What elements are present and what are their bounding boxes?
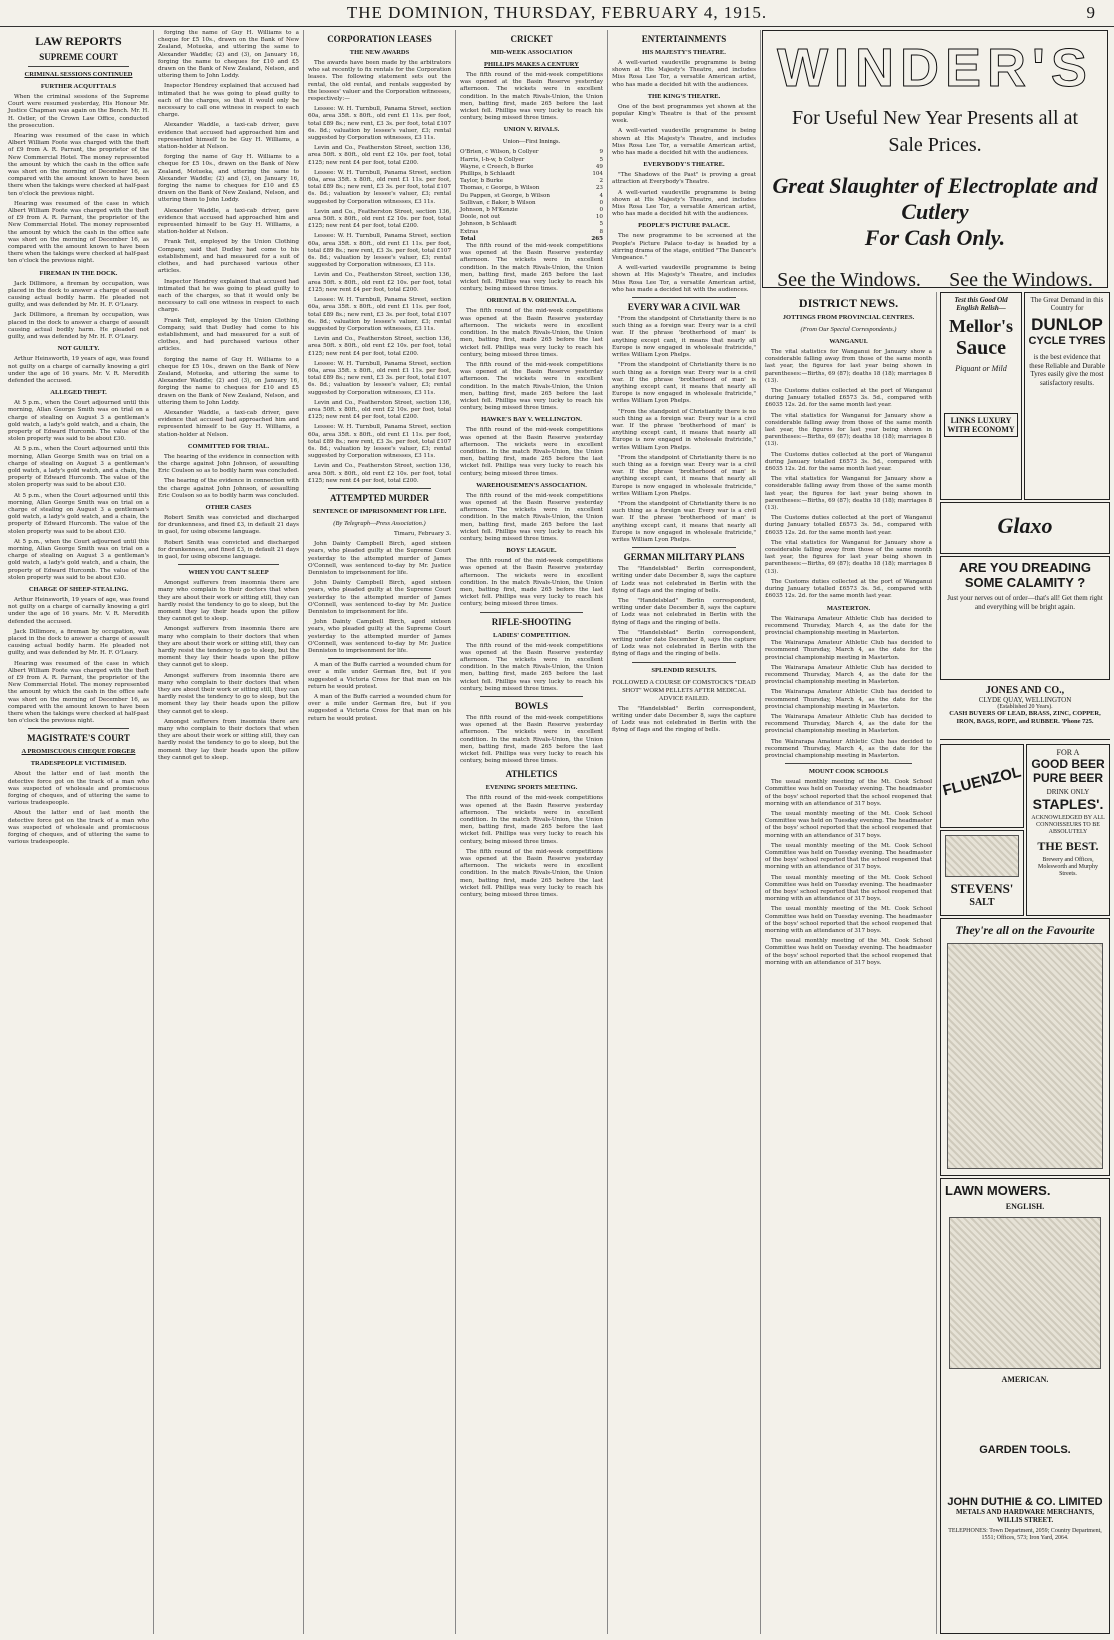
article-paragraph: A well-varied vaudeville programme is being shown at His Majesty's Theatre, and includes Miss Rosa Lee Tor, a versatile American artist, who has made a decided hit with the audiences. xyxy=(612,265,756,293)
heading-fireman: FIREMAN IN THE DOCK. xyxy=(39,269,118,277)
heading-new-awards: THE NEW AWARDS xyxy=(349,49,410,56)
ad-winders-slogan: For Cash Only. xyxy=(864,225,1006,250)
ad-garden-tools: GARDEN TOOLS. xyxy=(979,1444,1071,1456)
ad-beer-good: GOOD BEER xyxy=(1031,757,1105,771)
ad-duthie-name: JOHN DUTHIE & CO. LIMITED xyxy=(947,1496,1103,1508)
article-paragraph: Alexander Waddle, a taxi-cab driver, gave evidence that accused had approached him and represented himself to be Guy H. Williams, a station-holder at Nelson. xyxy=(158,409,299,438)
article-paragraph: At 5 p.m., when the Court adjourned until this morning, Allan George Smith was on trial on a charge of stealing on August 3 a gentleman's gold watch, a lady's gold watch, and a chain, the property of Edward Hurcomb. The value of the stolen property was said to be about £30. xyxy=(8,538,149,581)
heading-his-majestys: HIS MAJESTY'S THEATRE. xyxy=(642,49,726,56)
article-paragraph: The fifth round of the mid-week competitions was opened at the Basin Reserve yesterday afternoon. The wickets were in excellent condition. In the match Rivals-Union, the Union men, batting first, made 265 before the last wicket fell. Phillips was very lucky to reach his century, being missed three times. xyxy=(460,243,603,293)
table-row xyxy=(460,185,603,192)
table-row xyxy=(460,200,603,207)
article-paragraph: The usual monthly meeting of the Mt. Cook School Committee was held on Tuesday evening. The headmaster of the boys' school reported that the school reopened that morning with an attendance of 317 boys. xyxy=(765,779,932,807)
total-runs: 265 xyxy=(591,235,603,242)
article-paragraph: The Customs duties collected at the port of Wanganui during January totalled £6573 3s. 5d., compared with £6035 12s. 2d. for the same month last year. xyxy=(765,578,932,600)
batsman-name: O'Brien, c Wilson, b Collyer xyxy=(460,149,539,156)
batsman-name: Doole, not out xyxy=(460,214,501,221)
article-paragraph: The vital statistics for Wanganui for January show a considerable falling away from those of the same month last year, the figures for last year being shown in parentheses:—Births, 69 (87); deaths 18 (18); marriages 8 (13). xyxy=(765,539,932,575)
article-paragraph: The fifth round of the mid-week competitions was opened at the Basin Reserve yesterday afternoon. The wickets were in excellent condition. In the match Rivals-Union, the Union men, batting first, made 265 before the last wicket fell. Phillips was very lucky to reach his century, being missed three times. xyxy=(460,715,603,765)
ad-mellors-links: LINKS LUXURY WITH ECONOMY xyxy=(944,413,1018,437)
article-paragraph: "From the standpoint of Christianity there is no such thing as a foreign war. Every war is a civil war. If the phrase 'brotherhood of man' is anything except cant, it means that nearly all Europe is now engaged in wholesale fratricide," writes William Lyon Phelps. xyxy=(612,362,756,405)
heading-telegraph: (By Telegraph—Press Association.) xyxy=(333,519,426,527)
heading-midweek: MID-WEEK ASSOCIATION xyxy=(490,49,573,56)
ad-favourite-title: They're all on the Favourite xyxy=(955,923,1095,937)
heading-warehousemen: WAREHOUSEMEN'S ASSOCIATION. xyxy=(476,481,587,489)
masthead xyxy=(0,0,1114,27)
article-paragraph: Lessee: W. H. Turnbull, Panama Street, section 60a, area 35ft. x 80ft., old rent £1 11s. per foot, total £89 8s.; new rent, £3 3s. per foot, total £107 6s. 8d.; valuation by lessee's valuer, £3; rental suggested by Corporation witnesses, £3 11s. xyxy=(308,106,451,142)
ad-duthie-address: WILLIS STREET. xyxy=(996,1516,1054,1524)
divider xyxy=(480,696,583,697)
innings-table xyxy=(460,149,603,235)
article-paragraph: Lessee: W. H. Turnbull, Panama Street, section 60a, area 35ft. x 80ft., old rent £1 11s. per foot, total £89 8s.; new rent, £3 3s. per foot, total £107 6s. 8d.; valuation by lessee's valuer, £3; rental suggested by Corporation witnesses, £3 11s. xyxy=(308,360,451,396)
article-paragraph: Lessee: W. H. Turnbull, Panama Street, section 60a, area 35ft. x 80ft., old rent £1 11s. per foot, total £89 8s.; new rent, £3 3s. per foot, total £107 6s. 8d.; valuation by lessee's valuer, £3; rental suggested by Corporation witnesses, £3 11s. xyxy=(308,297,451,332)
table-row xyxy=(460,229,603,236)
heading-phillips-century: PHILLIPS MAKES A CENTURY xyxy=(484,61,579,68)
article-paragraph: "From the standpoint of Christianity there is no such thing as a foreign war. Every war is a civil war. If the phrase 'brotherhood of man' is anything except cant, it means that nearly all Europe is now engaged in wholesale fratricide," writes William Lyon Phelps. xyxy=(612,316,756,359)
ad-stevens-salt-label: SALT xyxy=(969,897,995,908)
ad-glaxo-name: Glaxo xyxy=(997,513,1053,538)
heading-entertainments: ENTERTAINMENTS xyxy=(641,34,727,44)
article-paragraph: Robert Smith was convicted and discharged for drunkenness, and fined £3, in default 21 days in gaol, for using obscene language. xyxy=(158,539,299,560)
article-paragraph: The vital statistics for Wanganui for January show a considerable falling away from those of the same month last year, the figures for last year being shown in parentheses:—Births, 69 (87); deaths 18 (18); marriages 8 (13). xyxy=(765,476,932,512)
masthead-title: THE DOMINION, THURSDAY, FEBRUARY 4, 1915. xyxy=(346,3,768,22)
column-law-reports xyxy=(4,30,154,1634)
article-paragraph: Levin and Co., Featherston Street, section 136, area 50ft. x 80ft., old rent £2 10s. per foot, total £125; new rent £4 per foot, total £200. xyxy=(308,399,451,421)
batsman-runs: 5 xyxy=(599,156,603,163)
heading-other-cases: OTHER CASES xyxy=(205,503,252,511)
article-paragraph: The usual monthly meeting of the Mt. Cook School Committee was held on Tuesday evening. The headmaster of the boys' school reported that the school reopened that morning with an attendance of 317 boys. xyxy=(765,810,932,839)
article-paragraph: The "Handelsblad" Berlin correspondent, writing under date December 8, says the capture of Lodz was not celebrated in Berlin with the flying of flags and the ringing of bells. xyxy=(612,629,756,658)
article-paragraph: The fifth round of the mid-week competitions was opened at the Basin Reserve yesterday afternoon. The wickets were in excellent condition. In the match Rivals-Union, the Union men, batting first, made 265 before the last wicket fell. Phillips was very lucky to reach his century, being missed three times. xyxy=(460,848,603,899)
ad-beer-drink: DRINK ONLY xyxy=(1046,788,1090,796)
heading-corporation-leases: CORPORATION LEASES xyxy=(327,34,432,44)
ad-mellors-tagline: Test this Good Old English Relish— xyxy=(954,296,1008,312)
article-paragraph: Amongst sufferers from insomnia there are many who complain to their doctors that when they are about their work or sitting still, they can hardly resist the tendency to go to sleep, but the moment they lay their heads upon the pillow they cannot get to sleep. xyxy=(158,626,299,669)
ad-winders-see-right: See the Windows. xyxy=(949,269,1093,288)
article-paragraph: John Dainty Campbell Birch, aged sixteen years, who pleaded guilty at the Supreme Court yesterday to the attempted murder of James O'Connell, was sentenced to-day by Mr. Justice Denniston to imprisonment for life. xyxy=(308,619,451,655)
ad-calamity xyxy=(940,556,1110,680)
ad-jones-address: CLYDE QUAY, WELLINGTON xyxy=(978,696,1072,704)
article-paragraph: The fifth round of the mid-week competitions was opened at the Basin Reserve yesterday afternoon. The wickets were in excellent condition. In the match Rivals-Union, the Union men, batting first, made 265 before the last wicket fell. Phillips was very lucky to reach his century, being missed three times. xyxy=(460,795,603,845)
article-paragraph: The fifth round of the mid-week competitions was opened at the Basin Reserve yesterday afternoon. The wickets were in excellent condition. In the match Rivals-Union, the Union men, batting first, made 265 before the last wicket fell. Phillips was very lucky to reach his century, being missed three times. xyxy=(460,558,603,608)
heading-comstock: FOLLOWED A COURSE OF COMSTOCK'S "DEAD SHOT" WORM PELLETS AFTER MEDICAL ADVICE FAILED. xyxy=(612,678,756,702)
heading-innings: Union—First Innings. xyxy=(502,138,561,146)
ad-dunlop xyxy=(1024,292,1110,500)
divider xyxy=(632,662,736,663)
heading-splendid-results: SPLENDID RESULTS. xyxy=(651,666,717,674)
ad-calamity-heading: ARE YOU DREADING SOME CALAMITY ? xyxy=(959,560,1091,590)
article-paragraph: Alexander Waddle, a taxi-cab driver, gave evidence that accused had approached him and represented himself to be Guy H. Williams, a station-holder at Nelson. xyxy=(158,207,299,236)
article-paragraph: Amongst sufferers from insomnia there are many who complain to their doctors that when they are about their work or sitting still, they can hardly resist the tendency to go to sleep, but the moment they lay their heads upon the pillow they cannot get to sleep. xyxy=(158,718,299,761)
article-paragraph: forging the name of Guy H. Williams to a cheque for £5 10s., drawn on the Bank of New Zealand, Motueka, and uttering the same to Alexander Waddle; (2) and (3), on January 16, forging the name to cheques for £10 and £5 drawn on the Bank of New Zealand, Nelson, and uttering them to John Loddy. xyxy=(158,356,299,406)
table-row xyxy=(460,207,603,214)
article-paragraph: "From the standpoint of Christianity there is no such thing as a foreign war. Every war is a civil war. If the phrase 'brotherhood of man' is anything except cant, it means that nearly all Europe is now engaged in wholesale fratricide," writes William Lyon Phelps. xyxy=(612,454,756,497)
ad-winders-line: For Useful New Year Presents all at xyxy=(791,107,1079,129)
divider xyxy=(28,728,129,729)
article-paragraph: John Dainty Campbell Birch, aged sixteen years, who pleaded guilty at the Supreme Court yesterday to the attempted murder of James O'Connell, was sentenced to-day by Mr. Justice Denniston to imprisonment for life. xyxy=(308,541,451,576)
article-paragraph: The fifth round of the mid-week competitions was opened at the Basin Reserve yesterday afternoon. The wickets were in excellent condition. In the match Rivals-Union, the Union men, batting first, made 265 before the last wicket fell. Phillips was very lucky to reach his century, being missed three times. xyxy=(460,72,603,122)
article-paragraph: Jack Dillimore, a fireman by occupation, was placed in the dock to answer a charge of assault causing actual bodily harm. He pleaded not guilty, and was defended by Mr. H. F. O'Leary. xyxy=(8,280,149,309)
article-paragraph: The Wairarapa Amateur Athletic Club has decided to recommend Thursday, March 4, as the date for the provincial championship meeting in Masterton. xyxy=(765,615,932,636)
total-label: Total xyxy=(460,235,476,242)
batsman-name: Taylor, b Burke xyxy=(460,178,504,185)
batsman-runs: 23 xyxy=(595,185,603,192)
article-paragraph: The usual monthly meeting of the Mt. Cook School Committee was held on Tuesday evening. The headmaster of the boys' school reported that the school reopened that morning with an attendance of 317 boys. xyxy=(765,842,932,871)
table-row xyxy=(460,236,603,243)
divider xyxy=(632,297,736,298)
article-paragraph: Levin and Co., Featherston Street, section 136, area 50ft. x 80ft., old rent £2 10s. per foot, total £125; new rent £4 per foot, total £200. xyxy=(308,208,451,230)
article-paragraph: Levin and Co., Featherston Street, section 136, area 50ft. x 80ft., old rent £2 10s. per foot, total £125; new rent £4 per foot, total £200. xyxy=(308,463,451,484)
table-row xyxy=(460,149,603,156)
batsman-name: Johnson, b Schlaadt xyxy=(460,221,517,228)
heading-rifle-shooting: RIFLE-SHOOTING xyxy=(491,616,572,627)
article-paragraph: The fifth round of the mid-week competitions was opened at the Basin Reserve yesterday afternoon. The wickets were in excellent condition. In the match Rivals-Union, the Union men, batting first, made 265 before the last wicket fell. Phillips was very lucky to reach his century, being missed three times. xyxy=(460,308,603,358)
ad-mellors xyxy=(940,292,1022,500)
article-paragraph: Arthur Heinsworth, 19 years of age, was found not guilty on a charge of carnally knowing a girl under the age of 16 years. Mr. V. R. Meredith defended the accused. xyxy=(8,356,149,384)
heading-union-rivals: UNION V. RIVALS. xyxy=(503,126,560,134)
heading-boys-league: BOYS' LEAGUE. xyxy=(506,547,557,555)
batsman-runs: 2 xyxy=(599,178,603,185)
heading-district-news: DISTRICT NEWS. xyxy=(798,296,899,310)
article-paragraph: The Wairarapa Amateur Athletic Club has decided to recommend Thursday, March 4, as the date for the provincial championship meeting in Masterton. xyxy=(765,713,932,735)
article-paragraph: Amongst sufferers from insomnia there are many who complain to their doctors that when they are about their work or sitting still, they can hardly resist the tendency to go to sleep, but the moment they lay their heads upon the pillow they cannot get to sleep. xyxy=(158,672,299,715)
ad-winders-see-left: See the Windows. xyxy=(777,269,921,288)
batsman-name: Harris, l-b-w, b Collyer xyxy=(460,156,525,163)
ad-glaxo xyxy=(940,502,1110,554)
batsman-runs: 10 xyxy=(595,214,603,221)
article-paragraph: At 5 p.m., when the Court adjourned until this morning, Allan George Smith was on trial on a charge of stealing on August 3 a gentleman's gold watch, a lady's gold watch, and a chain, the property of Edward Hurcomb. The value of the stolen property was said to be about £30. xyxy=(8,446,149,489)
divider xyxy=(480,612,583,613)
batsman-runs: 104 xyxy=(592,171,603,178)
article-paragraph: The Customs duties collected at the port of Wanganui during January totalled £6573 3s. 5d., compared with £6035 12s. 2d. for the same month last year. xyxy=(765,451,932,473)
article-paragraph: The fifth round of the mid-week competitions was opened at the Basin Reserve yesterday afternoon. The wickets were in excellent condition. In the match Rivals-Union, the Union men, batting first, made 265 before the last wicket fell. Phillips was very lucky to reach his century, being missed three times. xyxy=(460,492,603,542)
ad-beer-ack: ACKNOWLEDGED BY ALL CONNOISSEURS TO BE ABSOLUTELY xyxy=(1031,815,1105,835)
article-paragraph: The usual monthly meeting of the Mt. Cook School Committee was held on Tuesday evening. The headmaster of the boys' school reported that the school reopened that morning with an attendance of 317 boys. xyxy=(765,906,932,935)
batsman-runs: 9 xyxy=(599,149,603,156)
heading-law-reports: LAW REPORTS xyxy=(35,34,122,48)
ad-beer-best: THE BEST. xyxy=(1037,839,1099,853)
ad-calamity-body: Just your nerves out of order—that's all! Get them right and everything will be bright again. xyxy=(947,594,1103,611)
table-row xyxy=(460,164,603,171)
article-paragraph: Levin and Co., Featherston Street, section 136, area 50ft. x 80ft., old rent £2 10s. per foot, total £125; new rent £4 per foot, total £200. xyxy=(308,145,451,166)
heading-sentence: SENTENCE OF IMPRISONMENT FOR LIFE. xyxy=(312,507,447,515)
article-paragraph: About the latter end of last month the detective force got on the track of a man who was suspected of wholesale and promiscuous forging of cheques, and of uttering the same to various tradespeople. xyxy=(8,810,149,846)
article-paragraph: A well-varied vaudeville programme is being shown at His Majesty's Theatre, and includes Miss Rosa Lee Tor, a versatile American artist, who has made a decided hit with the audiences. xyxy=(612,60,756,88)
divider xyxy=(178,564,279,565)
heading-bowls: BOWLS xyxy=(514,701,548,712)
heading-every-war: EVERY WAR A CIVIL WAR xyxy=(627,302,741,313)
heading-cricket: CRICKET xyxy=(510,34,553,44)
column-cricket xyxy=(456,30,608,1634)
article-paragraph: Lessee: W. H. Turnbull, Panama Street, section 60a, area 35ft. x 80ft., old rent £1 11s. per foot, total £89 8s.; new rent, £3 3s. per foot, total £107 6s. 8d.; valuation by lessee's valuer, £3; rental suggested by Corporation witnesses, £3 11s. xyxy=(308,233,451,269)
table-row xyxy=(460,193,603,200)
article-paragraph: Jack Dillimore, a fireman by occupation, was placed in the dock to answer a charge of assault causing actual bodily harm. He pleaded not guilty, and was defended by Mr. H. F. O'Leary. xyxy=(8,628,149,657)
article-paragraph: Inspector Hendrey explained that accused had intimated that he was going to plead guilty to each of the charges, so that it would only be necessary to call one witness in respect to each charge. xyxy=(158,278,299,314)
article-paragraph: A man of the Buffs carried a wounded chum for over a mile under German fire, but if you suggested a Victoria Cross for that man on his return he would protest. xyxy=(308,694,451,722)
batsman-runs: 5 xyxy=(599,221,603,228)
batsman-name: Extras xyxy=(460,228,479,235)
article-paragraph: At 5 p.m., when the Court adjourned until this morning, Allan George Smith was on trial on a charge of stealing on August 3 a gentleman's gold watch, a lady's gold watch, and a chain, the property of Edward Hurcomb. The value of the stolen property was said to be about £30. xyxy=(8,400,149,443)
article-paragraph: John Dainty Campbell Birch, aged sixteen years, who pleaded guilty at the Supreme Court yesterday to the attempted murder of James O'Connell, was sentenced to-day by Mr. Justice Denniston to imprisonment for life. xyxy=(308,580,451,615)
article-paragraph: The usual monthly meeting of the Mt. Cook School Committee was held on Tuesday evening. The headmaster of the boys' school reported that the school reopened that morning with an attendance of 317 boys. xyxy=(765,938,932,966)
article-paragraph: The vital statistics for Wanganui for January show a considerable falling away from those of the same month last year, the figures for last year being shown in parentheses:—Births, 69 (87); deaths 18 (18); marriages 8 (13). xyxy=(765,349,932,384)
batsman-name: Thomas, c George, b Wilson xyxy=(460,185,540,192)
article-paragraph: About the latter end of last month the detective force got on the track of a man who was suspected of wholesale and promiscuous forging of cheques, and of uttering the same to various tradespeople. xyxy=(8,771,149,807)
heading-wanganui: WANGANUI. xyxy=(829,338,868,345)
article-paragraph: Hearing was resumed of the case in which Albert William Foote was charged with the theft of £9 from A. R. Parrant, the proprietor of the New Commercial Hotel. The money represented the amount by which the cash in the office safe was short on the morning of December 16, as compared with the amount known to have been there when the takings were checked at half-past ten o'clock the previous night. xyxy=(8,660,149,725)
heading-committed: COMMITTED FOR TRIAL. xyxy=(187,442,270,450)
heading-oriental: ORIENTAL B V. ORIENTAL A. xyxy=(486,297,577,305)
heading-not-guilty: NOT GUILTY. xyxy=(57,345,100,353)
article-paragraph: The awards have been made by the arbitrators who sat recently to fix rentals for the Corporation leases. The following statement sets out the rental, the old rental, and rentals suggested by the lessees' valuer and the Corporation witnesses, respectively:— xyxy=(308,60,451,103)
ad-fluenzol-name: FLUENZOL xyxy=(941,763,1023,800)
article-paragraph: The Customs duties collected at the port of Wanganui during January totalled £6573 3s. 5d., compared with £6035 12s. 2d. for the same month last year. xyxy=(765,515,932,536)
table-row xyxy=(460,157,603,164)
column-district-news xyxy=(761,292,937,1634)
batsman-name: Johnson, b M'Kenzie xyxy=(460,207,518,214)
ad-dunlop-tyres: CYCLE TYRES xyxy=(1028,335,1106,347)
dateline: Timaru, February 3. xyxy=(393,530,451,537)
table-row xyxy=(460,178,603,185)
article-paragraph: A well-varied vaudeville programme is being shown at His Majesty's Theatre, and includes Miss Rosa Lee Tor, a versatile American artist, who has made a decided hit with the audiences. xyxy=(612,189,756,218)
batsman-name: Du Pappen, st George, b Wilson xyxy=(460,192,550,199)
ad-winders-slogan: Great Slaughter of Electroplate and Cutlery xyxy=(772,173,1098,224)
divider xyxy=(632,547,736,548)
divider xyxy=(328,488,431,489)
mower-illustration xyxy=(949,1217,1101,1369)
article-paragraph: Levin and Co., Featherston Street, section 136, area 50ft. x 80ft., old rent £2 10s. per foot, total £125; new rent £4 per foot, total £200. xyxy=(308,336,451,357)
heading-german-plans: GERMAN MILITARY PLANS xyxy=(623,552,745,563)
column-entertainments xyxy=(608,30,761,1634)
heading-ladies-competition: LADIES' COMPETITION. xyxy=(493,631,570,639)
ad-winders-see xyxy=(763,269,1107,288)
article-paragraph: Frank Teit, employed by the Union Clothing Company, said that Dudley had come to his establishment, and had measured for a suit of clothes, and had purchased various other articles. xyxy=(158,317,299,353)
salt-illustration xyxy=(945,835,1019,877)
ad-stevens-name: STEVENS' xyxy=(950,881,1014,896)
article-paragraph: forging the name of Guy H. Williams to a cheque for £5 10s., drawn on the Bank of New Zealand, Motueka, and uttering the same to Alexander Waddle; (2) and (3), on January 16, forging the name to cheques for £10 and £5 drawn on the Bank of New Zealand, Nelson, and uttering them to John Loddy. xyxy=(158,30,299,80)
favourite-illustration xyxy=(947,943,1103,1169)
article-paragraph: "From the standpoint of Christianity there is no such thing as a foreign war. Every war is a civil war. If the phrase 'brotherhood of man' is anything except cant, it means that nearly all Europe is now engaged in wholesale fratricide," writes William Lyon Phelps. xyxy=(612,408,756,451)
article-paragraph: The "Handelsblad" Berlin correspondent, writing under date December 8, says the capture of Lodz was not celebrated in Berlin with the flying of flags and the ringing of bells. xyxy=(612,597,756,626)
article-paragraph: The vital statistics for Wanganui for January show a considerable falling away from those of the same month last year, the figures for last year being shown in parentheses:—Births, 69 (87); deaths 18 (18); marriages 8 (13). xyxy=(765,412,932,448)
divider xyxy=(785,763,912,764)
article-paragraph: The Wairarapa Amateur Athletic Club has decided to recommend Thursday, March 4, as the date for the provincial championship meeting in Masterton. xyxy=(765,738,932,759)
heading-alleged-theft: ALLEGED THEFT. xyxy=(50,389,107,397)
table-row xyxy=(460,171,603,178)
ad-dunlop-name: DUNLOP xyxy=(1031,315,1103,334)
article-paragraph: Hearing was resumed of the case in which Albert William Foote was charged with the theft of £9 from A. R. Parrant, the proprietor of the New Commercial Hotel. The money represented the amount by which the cash in the office safe was short on the morning of December 16, as compared with the amount known to have been there when the takings were checked at half-past ten o'clock the previous night. xyxy=(8,133,149,197)
article-paragraph: The hearing of the evidence in connection with the charge against John Johnson, of assaulting Eric Coulson so as to bodily harm was concluded. xyxy=(158,453,299,475)
ad-beer-pure: PURE BEER xyxy=(1032,771,1103,785)
heading-kings-theatre: THE KING'S THEATRE. xyxy=(647,92,721,100)
heading-further-acquittals: FURTHER ACQUITTALS xyxy=(40,83,117,90)
heading-magistrates-court: MAGISTRATE'S COURT xyxy=(27,733,130,744)
article-paragraph: The new programme to be screened at the People's Picture Palace to-day is headed by a stirring drama of the stage, entitled "The Dancer's Vengeance." xyxy=(612,233,756,262)
ad-beer-address: Brewery and Offices, Molesworth and Murphy Streets. xyxy=(1038,857,1098,877)
page-number: 9 xyxy=(1086,3,1096,22)
article-paragraph: "The Shadows of the Past" is proving a great attraction at Everybody's Theatre. xyxy=(612,172,756,186)
ad-mowers-heading: LAWN MOWERS. xyxy=(945,1183,1051,1198)
batsman-runs: 0 xyxy=(599,207,603,214)
heading-athletics: ATHLETICS xyxy=(505,769,558,780)
article-paragraph: The usual monthly meeting of the Mt. Cook School Committee was held on Tuesday evening. The headmaster of the boys' school reported that the school reopened that morning with an attendance of 317 boys. xyxy=(765,874,932,903)
batsman-runs: 4 xyxy=(599,192,603,199)
ad-mellors-sauce: Sauce xyxy=(956,337,1006,359)
ad-winders xyxy=(762,30,1108,288)
column-court-continued xyxy=(154,30,304,1634)
ad-mowers-american: AMERICAN. xyxy=(1001,1375,1049,1384)
ad-winders-line: Sale Prices. xyxy=(888,134,982,156)
ad-stevens-salt xyxy=(940,830,1024,916)
article-paragraph: forging the name of Guy H. Williams to a cheque for £5 10s., drawn on the Bank of New Zealand, Motueka, and uttering the same to Alexander Waddle; (2) and (3), on January 16, forging the name to cheques for £10 and £5 drawn on the Bank of New Zealand, Nelson, and uttering them to John Loddy. xyxy=(158,154,299,204)
heading-supreme-court: SUPREME COURT xyxy=(39,52,118,62)
article-paragraph: Lessee: W. H. Turnbull, Panama Street, section 60a, area 35ft. x 80ft., old rent £1 11s. per foot, total £89 8s.; new rent, £3 3s. per foot, total £107 6s. 8d.; valuation by lessee's valuer, £3; rental suggested by Corporation witnesses, £3 11s. xyxy=(308,424,451,460)
heading-jottings: JOTTINGS FROM PROVINCIAL CENTRES. xyxy=(782,314,915,321)
heading-evening-sports: EVENING SPORTS MEETING. xyxy=(485,784,578,792)
ad-beer-staples: STAPLES'. xyxy=(1032,796,1104,812)
article-paragraph: "From the standpoint of Christianity there is no such thing as a foreign war. Every war is a civil war. If the phrase 'brotherhood of man' is anything except cant, it means that nearly all Europe is now engaged in wholesale fratricide," writes William Lyon Phelps. xyxy=(612,500,756,543)
divider xyxy=(28,66,129,67)
table-row xyxy=(460,221,603,228)
ad-winders-name: WINDER'S xyxy=(777,38,1093,98)
batsman-runs: 0 xyxy=(599,199,603,206)
ad-dunlop-body: is the best evidence that these Reliable and Durable Tyres easily give the most satisfactory results. xyxy=(1029,353,1105,387)
batsman-name: Wayne, c Creech, b Burke xyxy=(460,163,534,170)
ad-favourite xyxy=(940,918,1110,1176)
ad-beer-for: FOR A xyxy=(1056,748,1080,757)
article-paragraph: The fifth round of the mid-week competitions was opened at the Basin Reserve yesterday afternoon. The wickets were in excellent condition. In the match Rivals-Union, the Union men, batting first, made 265 before the last wicket fell. Phillips was very lucky to reach his century, being missed three times. xyxy=(460,361,603,412)
heading-peoples-picture: PEOPLE'S PICTURE PALACE. xyxy=(638,222,730,230)
ad-jones xyxy=(940,682,1110,740)
ad-lawn-mowers xyxy=(940,1178,1110,1634)
article-paragraph: The fifth round of the mid-week competitions was opened at the Basin Reserve yesterday afternoon. The wickets were in excellent condition. In the match Rivals-Union, the Union men, batting first, made 265 before the last wicket fell. Phillips was very lucky to reach his century, being missed three times. xyxy=(460,427,603,477)
batsman-runs: 49 xyxy=(595,163,603,170)
article-paragraph: A man of the Buffs carried a wounded chum for over a mile under German fire, but if you suggested a Victoria Cross for that man on his return he would protest. xyxy=(308,662,451,690)
article-paragraph: Hearing was resumed of the case in which Albert William Foote was charged with the theft of £9 from A. R. Parrant, the proprietor of the New Commercial Hotel. The money represented the amount by which the cash in the office safe was short on the morning of December 16, as compared with the amount known to have been there when the takings were checked at half-past ten o'clock the previous night. xyxy=(8,200,149,265)
article-paragraph: Robert Smith was convicted and discharged for drunkenness, and fined £3, in default 21 days in gaol, for using obscene language. xyxy=(158,514,299,536)
article-paragraph: The hearing of the evidence in connection with the charge against John Johnson, of assaulting Eric Coulson so as to bodily harm was concluded. xyxy=(158,478,299,499)
heading-everybodys: EVERYBODY'S THEATRE. xyxy=(643,161,725,169)
batsman-name: Phillips, b Schlaadt xyxy=(460,171,515,178)
ad-jones-established: (Established 20 Years). xyxy=(997,704,1053,710)
ad-jones-body: CASH BUYERS OF LEAD, BRASS, ZINC, COPPER, IRON, BAGS, ROPE, and RUBBER. 'Phone 725. xyxy=(949,710,1101,725)
ad-fluenzol xyxy=(940,744,1024,828)
heading-masterton: MASTERTON. xyxy=(826,604,871,612)
batsman-name: Sullivan, c Baker, b Wilson xyxy=(460,199,536,206)
heading-correspondents: (From Our Special Correspondents.) xyxy=(800,326,897,333)
article-paragraph: Amongst sufferers from insomnia there are many who complain to their doctors that when they are about their work or sitting still, they can hardly resist the tendency to go to sleep, but the moment they lay their heads upon the pillow they cannot get to sleep. xyxy=(158,580,299,623)
article-paragraph: The Customs duties collected at the port of Wanganui during January totalled £6573 3s. 5d., compared with £6035 12s. 2d. for the same month last year. xyxy=(765,388,932,409)
article-paragraph: When the criminal sessions of the Supreme Court were resumed yesterday, His Honour Mr. Justice Chapman was again on the Bench. Mr. H. H. Ostler, of the Crown Law Office, conducted the prosecution. xyxy=(8,94,149,129)
heading-criminal-sessions: CRIMINAL SESSIONS CONTINUED xyxy=(24,71,133,78)
heading-mount-cook: MOUNT COOK SCHOOLS xyxy=(808,768,889,776)
article-paragraph: Arthur Heinsworth, 19 years of age, was found not guilty on a charge of carnally knowing a girl under the age of 16 years. Mr. V. R. Meredith defended the accused. xyxy=(8,596,149,625)
ad-staples-beer xyxy=(1026,744,1110,916)
article-paragraph: Jack Dillimore, a fireman by occupation, was placed in the dock to answer a charge of assault causing actual bodily harm. He pleaded not guilty, and was defended by Mr. H. F. O'Leary. xyxy=(8,312,149,341)
article-paragraph: The Wairarapa Amateur Athletic Club has decided to recommend Thursday, March 4, as the date for the provincial championship meeting in Masterton. xyxy=(765,640,932,661)
ad-dunlop-tagline: The Great Demand in this Country for xyxy=(1030,296,1104,312)
article-paragraph: Lessee: W. H. Turnbull, Panama Street, section 60a, area 35ft. x 80ft., old rent £1 11s. per foot, total £89 8s.; new rent, £3 3s. per foot, total £107 6s. 8d.; valuation by lessee's valuer, £3; rental suggested by Corporation witnesses, £3 11s. xyxy=(308,169,451,205)
ad-duthie-telephones: TELEPHONES: Town Department, 2059; Country Department, 1551; Offices, 573; Iron Yard, 2064. xyxy=(948,1528,1102,1541)
article-paragraph: Inspector Hendrey explained that accused had intimated that he was going to plead guilty to each of the charges, so that it would only be necessary to call one witness in respect to each charge. xyxy=(158,83,299,119)
ad-duthie-sub: METALS AND HARDWARE MERCHANTS, xyxy=(956,1508,1094,1516)
article-paragraph: Frank Teit, employed by the Union Clothing Company, said that Dudley had come to his establishment, and had measured for a suit of clothes, and had purchased various other articles. xyxy=(158,239,299,275)
article-paragraph: A well-varied vaudeville programme is being shown at His Majesty's Theatre, and includes Miss Rosa Lee Tor, a versatile American artist, who has made a decided hit with the audiences. xyxy=(612,128,756,157)
heading-cheque-forger: A PROMISCUOUS CHEQUE FORGER xyxy=(21,748,136,756)
article-paragraph: The Wairarapa Amateur Athletic Club has decided to recommend Thursday, March 4, as the date for the provincial championship meeting in Masterton. xyxy=(765,689,932,710)
article-paragraph: The "Handelsblad" Berlin correspondent, writing under date December 8, says the capture of Lodz was not celebrated in Berlin with the flying of flags and the ringing of bells. xyxy=(612,566,756,594)
article-paragraph: Levin and Co., Featherston Street, section 136, area 50ft. x 80ft., old rent £2 10s. per foot, total £125; new rent £4 per foot, total £200. xyxy=(308,272,451,293)
article-paragraph: Alexander Waddle, a taxi-cab driver, gave evidence that accused had approached him and represented himself to be Guy H. Williams, a station-holder at Nelson. xyxy=(158,122,299,151)
divider xyxy=(328,658,431,659)
article-paragraph: One of the best programmes yet shown at the popular King's Theatre is that of the present week. xyxy=(612,103,756,125)
table-row xyxy=(460,214,603,221)
article-paragraph: The fifth round of the mid-week competitions was opened at the Basin Reserve yesterday afternoon. The wickets were in excellent condition. In the match Rivals-Union, the Union men, batting first, made 265 before the last wicket fell. Phillips was very lucky to reach his century, being missed three times. xyxy=(460,642,603,692)
article-paragraph: The "Handelsblad" Berlin correspondent, writing under date December 8, says the capture of Lodz was not celebrated in Berlin with the flying of flags and the ringing of bells. xyxy=(612,705,756,734)
ad-mellors-name: Mellor's xyxy=(949,316,1013,336)
heading-attempted-murder: ATTEMPTED MURDER xyxy=(329,492,430,503)
heading-hawkes-bay: HAWKE'S BAY V. WELLINGTON. xyxy=(481,416,582,424)
ad-mellors-sub: Piquant or Mild xyxy=(955,364,1007,373)
column-corporation-leases xyxy=(304,30,456,1634)
heading-tradespeople: TRADESPEOPLE VICTIMISED. xyxy=(30,760,127,768)
article-paragraph: The Wairarapa Amateur Athletic Club has decided to recommend Thursday, March 4, as the date for the provincial championship meeting in Masterton. xyxy=(765,664,932,686)
ad-mowers-english: ENGLISH. xyxy=(1005,1202,1045,1211)
heading-sheep-stealing: CHARGE OF SHEEP-STEALING. xyxy=(28,585,129,593)
heading-cant-sleep: WHEN YOU CAN'T SLEEP xyxy=(188,569,269,577)
batsman-runs: 8 xyxy=(599,228,603,235)
ad-jones-name: JONES AND CO., xyxy=(985,685,1065,696)
article-paragraph: At 5 p.m., when the Court adjourned until this morning, Allan George Smith was on trial on a charge of stealing on August 3 a gentleman's gold watch, a lady's gold watch, and a chain, the property of Edward Hurcomb. The value of the stolen property was said to be about £30. xyxy=(8,492,149,535)
